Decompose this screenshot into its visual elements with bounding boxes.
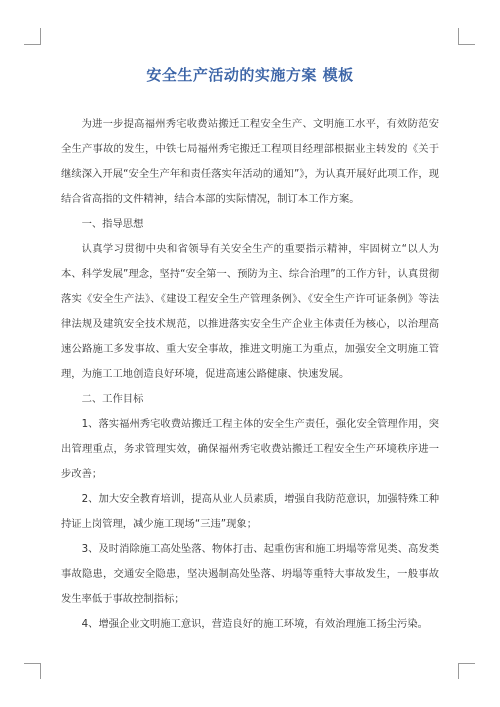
crop-mark-bottom-right (458, 663, 475, 664)
document-title: 安全生产活动的实施方案 模板 (146, 66, 354, 84)
section-heading-work-goals: 二、工作目标 (81, 393, 144, 405)
goal-item-2: 2、加大安全教育培训，提高从业人员素质，增强自我防范意识，加强特殊工种持证上岗管理，减少施工现场“三违”现象； (61, 493, 439, 530)
crop-mark-top-right (458, 44, 475, 45)
crop-mark-bottom-right (458, 663, 459, 679)
goal-item-4: 4、增强企业文明施工意识，营造良好的施工环境，有效治理施工扬尘污染。 (81, 618, 428, 630)
goal-item-1: 1、落实福州秀宅收费站搬迁工程主体的安全生产责任，强化安全管理作用，突出管理重点，务求管理实效，确保福州秀宅收费站搬迁工程安全生产环境秩序进一步改善； (61, 418, 439, 480)
goal-item-3: 3、及时消除施工高处坠落、物体打击、起重伤害和施工坍塌等常见类、高发类事故隐患，交通安全隐患，坚决遏制高处坠落、坍塌等重特大事故发生，一般事故发生率低于事故控制指标； (61, 543, 439, 605)
intro-paragraph: 为进一步提高福州秀宅收费站搬迁工程安全生产、文明施工水平，有效防范安全生产事故的发生，中铁七局福州秀宅搬迁工程项目经理部根据业主转发的《关于继续深入开展“安全生产年和责任落实年活动的通知”》，为认真开展好此项工作，现结合省高指的文件精神，结合本部的实际情况，制订本工作方案。 (61, 118, 439, 205)
crop-mark-bottom-left (40, 663, 41, 679)
crop-mark-top-left (24, 44, 41, 45)
crop-mark-top-right (458, 28, 459, 44)
document-body (61, 112, 439, 637)
section-heading-guiding-ideology: 一、指导思想 (81, 218, 144, 230)
crop-mark-top-left (40, 28, 41, 44)
crop-mark-bottom-left (24, 663, 41, 664)
guiding-ideology-paragraph: 认真学习贯彻中央和省领导有关安全生产的重要指示精神，牢固树立“以人为本、科学发展”理念，坚持“安全第一、预防为主、综合治理”的工作方针，认真贯彻落实《安全生产法》、《建设工程安全生产管理条例》、《安全生产许可证条例》等法律法规及建筑安全技术规范，以推进落实安全生产企业主体责任为核心，以治理高速公路施工多发事故、重大安全事故，推进文明施工为重点，加强安全文明施工管理，为施工工地创造良好环境，促进高速公路健康、快速发展。 (61, 243, 439, 380)
